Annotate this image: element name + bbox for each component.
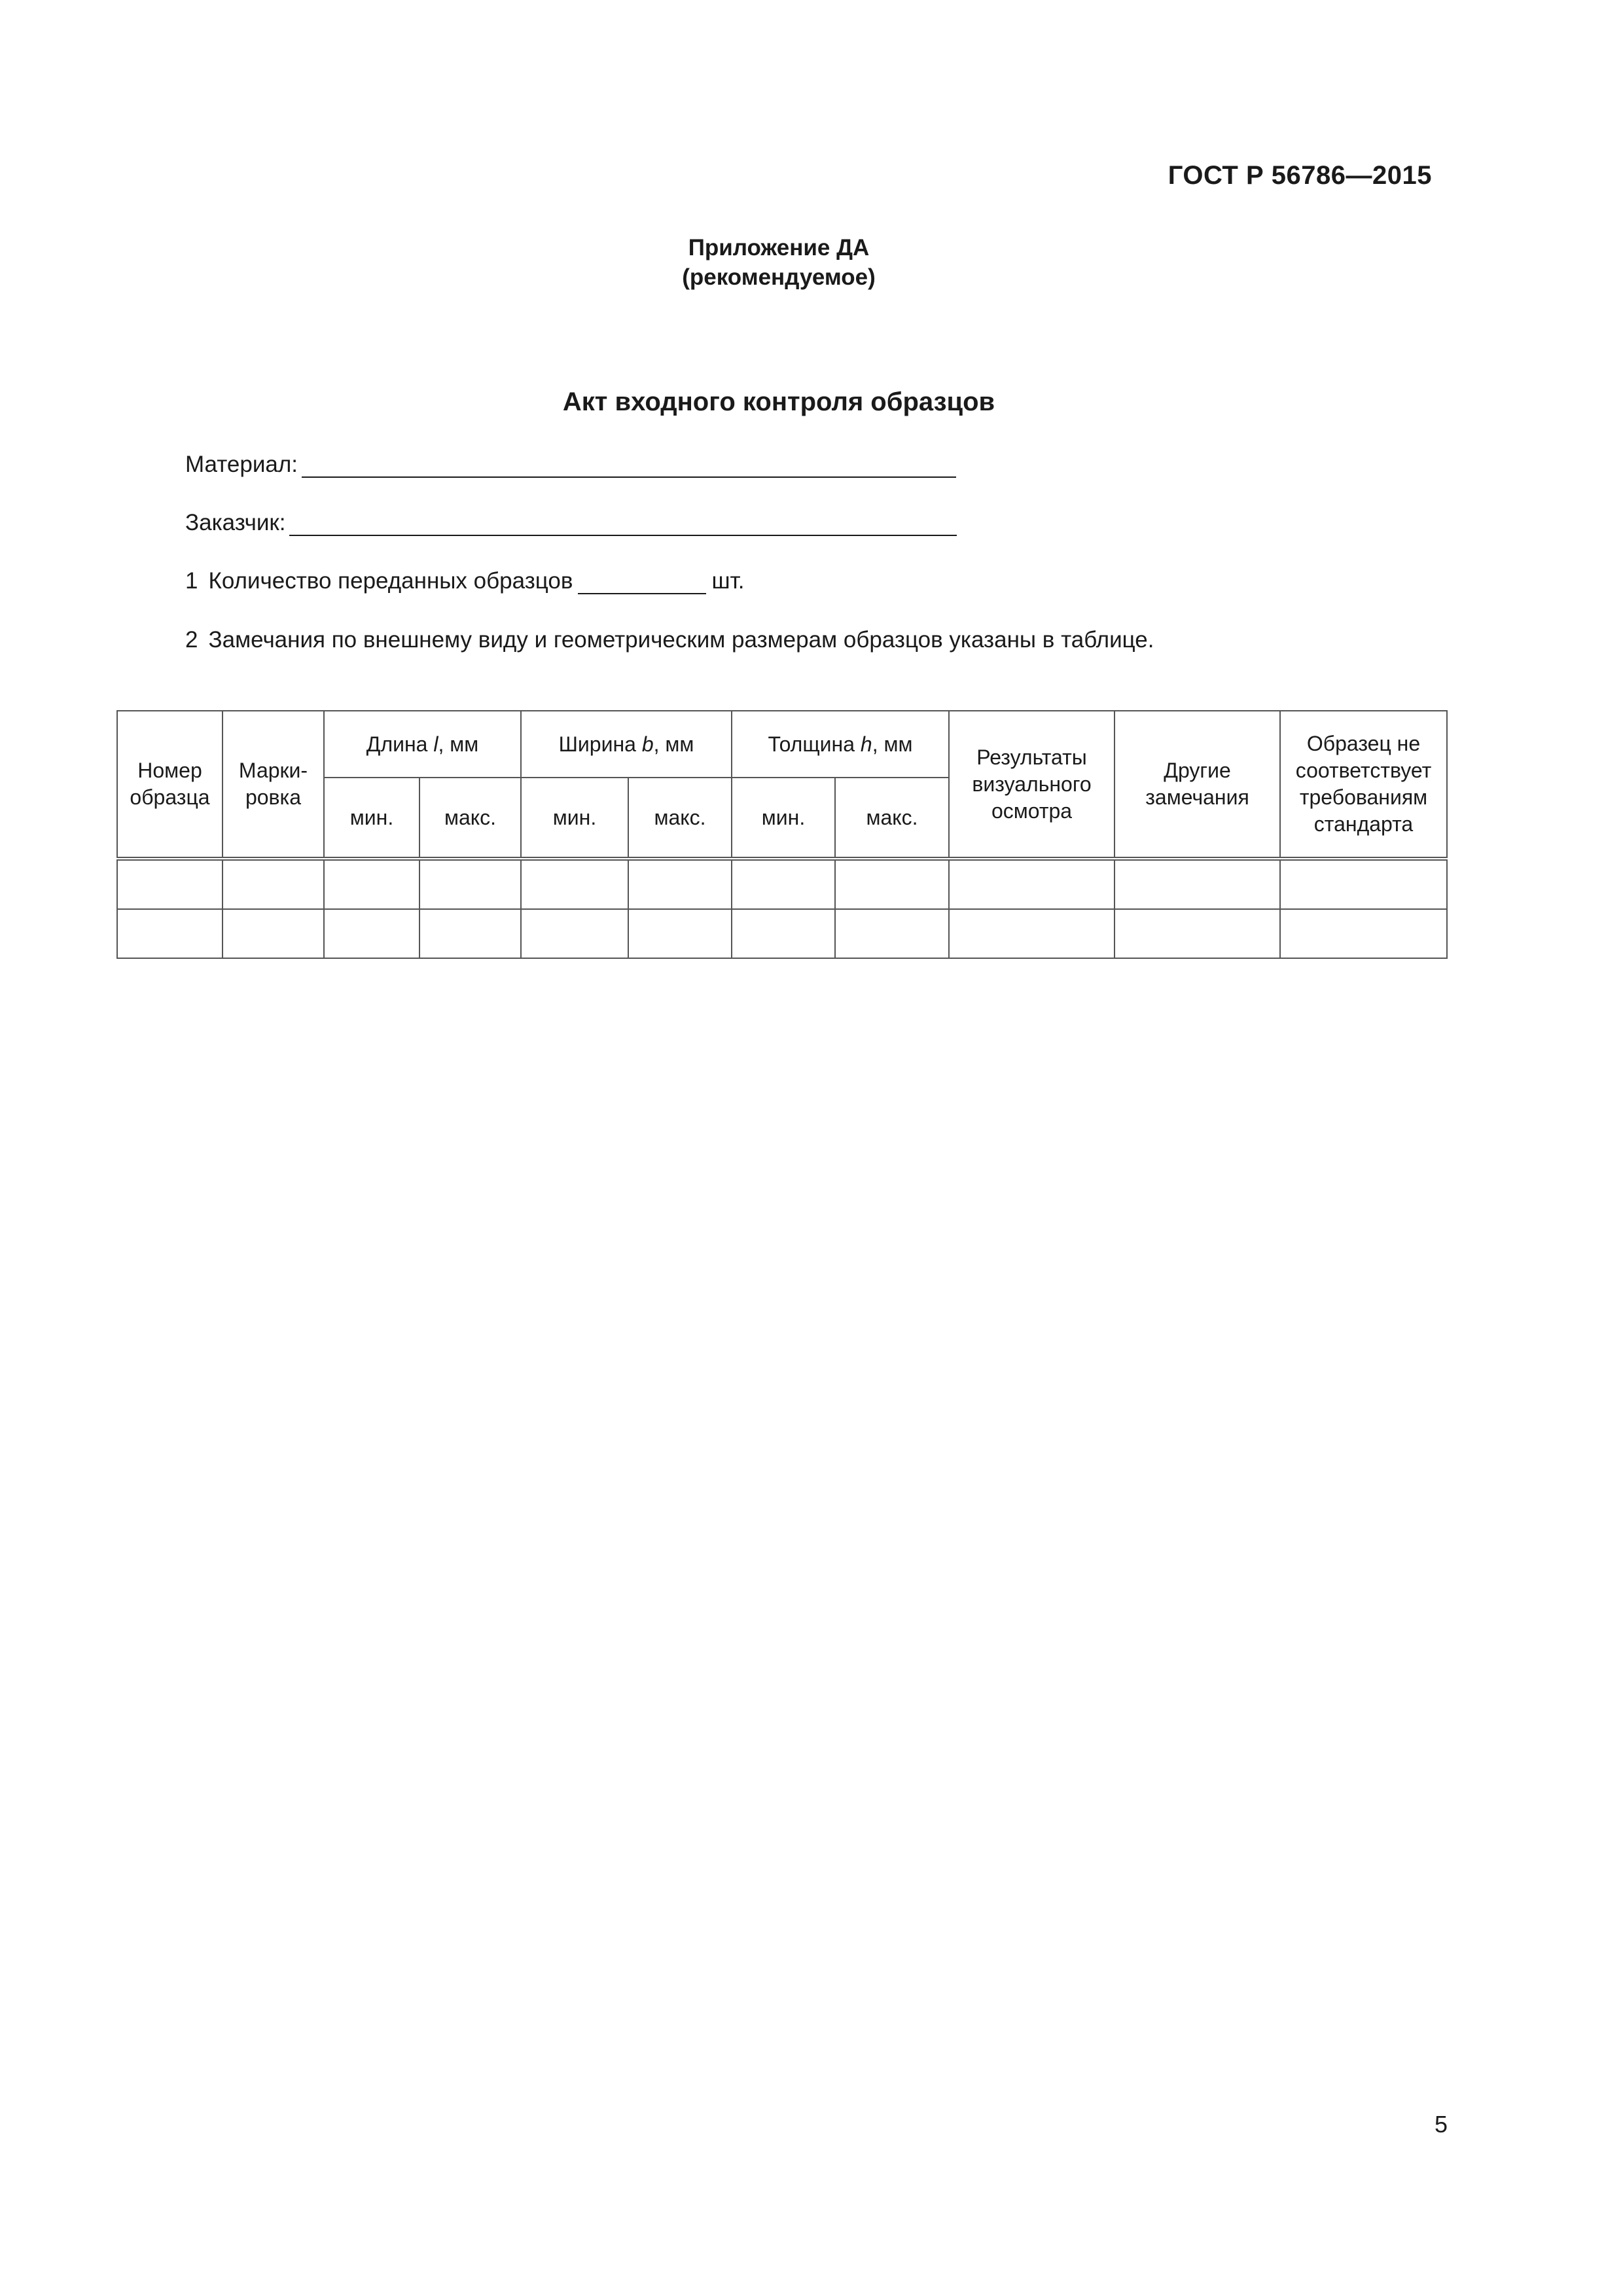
table-cell[interactable] bbox=[223, 859, 324, 909]
header-length: Длина l, мм bbox=[324, 711, 521, 778]
table-cell[interactable] bbox=[949, 909, 1115, 958]
item-remarks bbox=[185, 627, 1154, 653]
item-number: 1 bbox=[185, 568, 198, 594]
table-row bbox=[117, 859, 1447, 909]
table-cell[interactable] bbox=[1280, 909, 1447, 958]
table-cell[interactable] bbox=[419, 859, 521, 909]
sample-count-blank[interactable] bbox=[578, 568, 706, 594]
material-field bbox=[185, 452, 956, 478]
standard-code: ГОСТ Р 56786—2015 bbox=[1168, 161, 1432, 190]
table-cell[interactable] bbox=[835, 859, 949, 909]
table-cell[interactable] bbox=[324, 909, 419, 958]
header-thickness-min: мин. bbox=[732, 778, 835, 859]
table-cell[interactable] bbox=[1115, 859, 1280, 909]
table-cell[interactable] bbox=[628, 909, 732, 958]
table-cell[interactable] bbox=[521, 909, 628, 958]
item-unit: шт. bbox=[711, 568, 745, 594]
material-label: Материал: bbox=[185, 452, 298, 477]
header-width: Ширина b, мм bbox=[521, 711, 732, 778]
table-cell[interactable] bbox=[324, 859, 419, 909]
item-sample-count bbox=[185, 568, 744, 594]
table-cell[interactable] bbox=[732, 859, 835, 909]
header-length-max: макс. bbox=[419, 778, 521, 859]
table-cell[interactable] bbox=[419, 909, 521, 958]
header-other-remarks: Другие замечания bbox=[1115, 711, 1280, 859]
table-cell[interactable] bbox=[117, 859, 223, 909]
inspection-table bbox=[116, 710, 1448, 959]
header-nonconformance: Образец не соответствует требованиям стандарта bbox=[1280, 711, 1447, 859]
item-number: 2 bbox=[185, 627, 198, 653]
appendix-title: Приложение ДА bbox=[688, 235, 870, 260]
appendix-status: (рекомендуемое) bbox=[682, 264, 876, 290]
table-cell[interactable] bbox=[732, 909, 835, 958]
customer-field bbox=[185, 510, 957, 536]
item-text: Количество переданных образцов bbox=[208, 568, 573, 594]
table-cell[interactable] bbox=[949, 859, 1115, 909]
table-cell[interactable] bbox=[1115, 909, 1280, 958]
header-marking: Марки-ровка bbox=[223, 711, 324, 859]
header-width-min: мин. bbox=[521, 778, 628, 859]
table-cell[interactable] bbox=[223, 909, 324, 958]
header-sample-number: Номер образца bbox=[117, 711, 223, 859]
header-thickness-max: макс. bbox=[835, 778, 949, 859]
material-blank-line[interactable] bbox=[302, 452, 956, 478]
table-cell[interactable] bbox=[117, 909, 223, 958]
appendix-heading bbox=[0, 233, 1558, 292]
header-thickness: Толщина h, мм bbox=[732, 711, 949, 778]
customer-blank-line[interactable] bbox=[289, 510, 957, 536]
header-visual-results: Результаты визуального осмотра bbox=[949, 711, 1115, 859]
customer-label: Заказчик: bbox=[185, 510, 286, 535]
table-cell[interactable] bbox=[628, 859, 732, 909]
act-title: Акт входного контроля образцов bbox=[562, 387, 995, 416]
table-cell[interactable] bbox=[1280, 859, 1447, 909]
table-cell[interactable] bbox=[835, 909, 949, 958]
table-row bbox=[117, 909, 1447, 958]
item-text: Замечания по внешнему виду и геометрическим размерам образцов указаны в таблице. bbox=[208, 627, 1154, 653]
header-width-max: макс. bbox=[628, 778, 732, 859]
page-number: 5 bbox=[1434, 2111, 1448, 2138]
header-length-min: мин. bbox=[324, 778, 419, 859]
table-cell[interactable] bbox=[521, 859, 628, 909]
